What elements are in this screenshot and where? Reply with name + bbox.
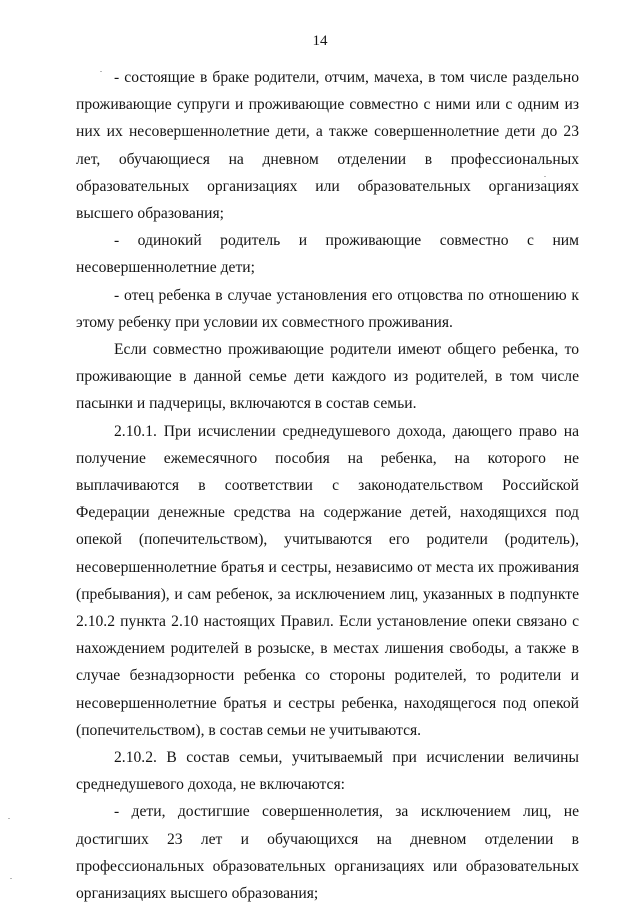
paragraph-2-10-1: 2.10.1. При исчислении среднедушевого дохода, дающего право на получение ежемесячного пособия на ребенка, на которого не выплачиваются в соответствии с законодательством Российской Федерации денежные средства на содержание детей, находящихся под опекой (попечительством), учитываются его родители (родитель), несовершеннолетние братья и сестры, независимо от места их проживания (пребывания), и сам ребенок, за исключением лиц, указанных в подпункте 2.10.2 пункта 2.10 настоящих Правил. Если установление опеки связано с нахождением родителей в розыске, в местах лишения свободы, а также в случае безнадзорности ребенка со стороны родителей, то родители и несовершеннолетние братья и сестры ребенка, находящегося под опекой (попечительством), в состав семьи не учитываются.: [76, 422, 579, 739]
paragraph-married-parents: - состоящие в браке родители, отчим, мачеха, в том числе раздельно проживающие супруги и проживающие совместно с ними или с одним из них их несовершеннолетние дети, а также совершеннолетние дети до 23 лет, обучающиеся на дневном отделении в профессиональных образовательных организациях или образовательных организациях высшего образования;: [76, 69, 579, 223]
scan-speck: [100, 71, 102, 72]
scan-speck: [10, 878, 12, 879]
document-body: [76, 64, 579, 907]
paragraph-single-parent: - одинокий родитель и проживающие совместно с ним несовершеннолетние дети;: [76, 232, 579, 277]
scan-speck: [544, 176, 546, 177]
scan-speck: [8, 818, 10, 819]
paragraph-adult-children: - дети, достигшие совершеннолетия, за исключением лиц, не достигших 23 лет и обучающихся на дневном отделении в профессиональных образовательных организациях или образовательных организациях высшего образования;: [76, 803, 579, 903]
paragraph-common-child: Если совместно проживающие родители имеют общего ребенка, то проживающие в данной семье дети каждого из родителей, в том числе пасынки и падчерицы, включаются в состав семьи.: [76, 341, 579, 413]
paragraph-father: - отец ребенка в случае установления его отцовства по отношению к этому ребенку при условии их совместного проживания.: [76, 286, 579, 331]
paragraph-2-10-2: 2.10.2. В состав семьи, учитываемый при исчислении величины среднедушевого дохода, не включаются:: [76, 749, 579, 794]
page-number: 14: [312, 33, 328, 49]
